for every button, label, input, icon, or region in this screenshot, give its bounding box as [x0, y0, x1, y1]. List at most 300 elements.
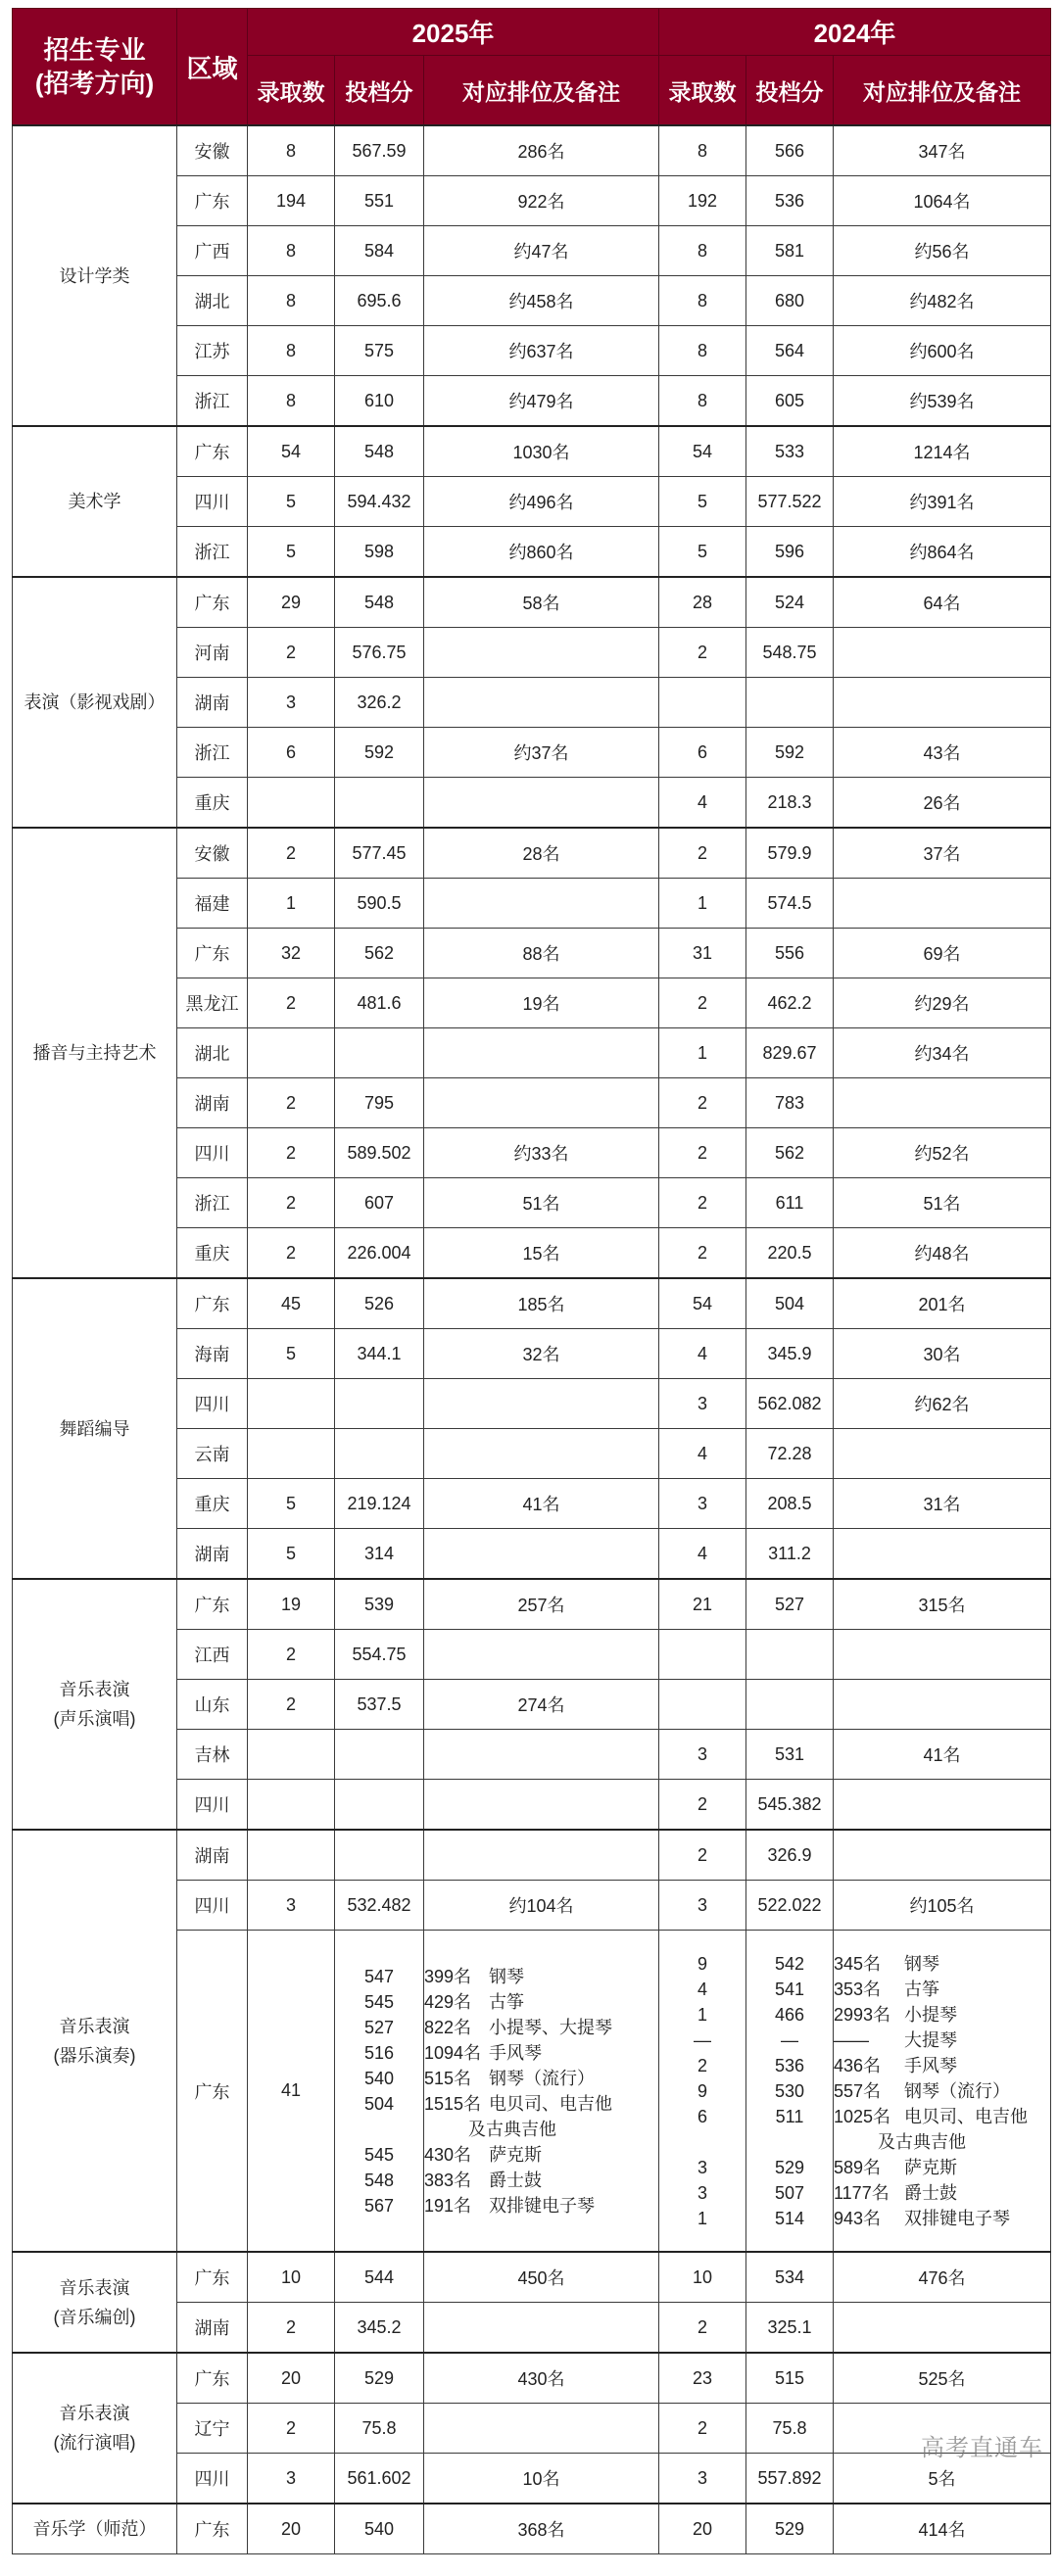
major-cell: [13, 125, 177, 426]
score-y2024: 562: [746, 1128, 834, 1178]
score-y2024: 529: [746, 2504, 834, 2554]
instrument-rank-line: [834, 2155, 1050, 2180]
score-y2024: 326.9: [746, 1830, 834, 1881]
rank-note-y2024: 约539名: [834, 376, 1051, 427]
score-y2024: 557.892: [746, 2454, 834, 2504]
score-y2025: 544: [335, 2252, 424, 2303]
instrument-name: 手风琴: [489, 2042, 542, 2063]
instrument-continued: 及古典吉他: [878, 2131, 966, 2152]
instrument-name: 小提琴、大提琴: [489, 2017, 612, 2037]
instrument-rank-line: [834, 2002, 1050, 2027]
score-y2025: [335, 1730, 424, 1780]
watermark: 高考直通车: [921, 2435, 1043, 2461]
instrument-rank-line: [424, 2142, 658, 2168]
region-cell: 海南: [177, 1329, 248, 1379]
rank-note-y2024: [834, 628, 1051, 678]
instrument-name: 钢琴: [904, 1953, 939, 1974]
instrument-rank-line: [424, 2066, 658, 2091]
region-cell: 广东: [177, 577, 248, 628]
count-y2024: 2: [659, 1830, 746, 1881]
rank-note-y2024: 约29名: [834, 978, 1051, 1028]
rank-note-y2025: 922名: [424, 176, 659, 226]
instrument-name: 萨克斯: [489, 2144, 542, 2165]
header-region: 区域: [177, 9, 248, 126]
instrument-name: 钢琴（流行）: [904, 2080, 1010, 2101]
region-cell: 四川: [177, 1128, 248, 1178]
region-cell: 辽宁: [177, 2404, 248, 2454]
count-y2025: [248, 1379, 335, 1429]
rank-note-y2025: [424, 1730, 659, 1780]
rank-note-y2024: 约391名: [834, 477, 1051, 527]
count-y2024: 1: [659, 879, 746, 929]
instrument-rank-line: [834, 2053, 1050, 2078]
score-y2024: 325.1: [746, 2303, 834, 2354]
instrument-count: 1: [697, 2208, 707, 2228]
count-y2025: 2: [248, 1680, 335, 1730]
rank-note-y2025: 约104名: [424, 1881, 659, 1931]
rank-note-y2024: [834, 1630, 1051, 1680]
count-y2025: 19: [248, 1579, 335, 1630]
score-y2025: 345.2: [335, 2303, 424, 2354]
instrument-score: 504: [363, 2093, 395, 2114]
score-y2024: 564: [746, 326, 834, 376]
instrument-rank: 2993名: [834, 2004, 891, 2025]
count-y2025: 5: [248, 1479, 335, 1529]
major-cell: [13, 2252, 177, 2353]
region-cell: 四川: [177, 2454, 248, 2504]
major-cell: [13, 577, 177, 828]
instrument-score: 542: [774, 1953, 805, 1974]
instrument-score: —: [781, 2029, 798, 2050]
instrument-rank-line: [834, 2078, 1050, 2104]
count-y2024: 6: [659, 728, 746, 778]
instrument-rank: 1515名: [424, 2093, 482, 2114]
instrument-rank-line: [424, 2193, 658, 2218]
instrument-rank: 353名: [834, 1979, 882, 1999]
rank-note-y2024: 约34名: [834, 1028, 1051, 1078]
count-y2024: 4: [659, 1429, 746, 1479]
rank-note-y2025: [424, 1931, 659, 2253]
rank-note-y2024: 69名: [834, 929, 1051, 978]
header-year-2024: 2024年: [659, 9, 1051, 56]
count-y2025: 2: [248, 2404, 335, 2454]
score-y2025: 561.602: [335, 2454, 424, 2504]
region-cell: 浙江: [177, 728, 248, 778]
header-major-label: 招生专业: [43, 35, 146, 65]
instrument-count: 3: [697, 2157, 707, 2177]
region-cell: 四川: [177, 1881, 248, 1931]
count-y2025: [248, 1429, 335, 1479]
major-cell: [13, 2353, 177, 2504]
instrument-rank: 943名: [834, 2208, 882, 2228]
admission-score-table: [12, 8, 1051, 2554]
major-name: 音乐表演: [59, 2016, 130, 2036]
rank-note-y2024: 525名: [834, 2353, 1051, 2404]
header-year-2025: 2025年: [248, 9, 659, 56]
rank-note-y2024: [834, 1529, 1051, 1580]
score-y2025: [335, 1830, 424, 1881]
score-y2024: 579.9: [746, 828, 834, 879]
score-y2024: 783: [746, 1078, 834, 1128]
header-score-2025: 投档分: [335, 56, 424, 126]
rank-note-y2025: 286名: [424, 125, 659, 176]
rank-note-y2024: 201名: [834, 1278, 1051, 1329]
score-y2024: 534: [746, 2252, 834, 2303]
count-y2024: 3: [659, 1379, 746, 1429]
instrument-count: 2: [697, 2055, 707, 2075]
count-y2024: 2: [659, 1228, 746, 1279]
score-y2025: 548: [335, 577, 424, 628]
region-cell: 广东: [177, 1579, 248, 1630]
rank-note-y2025: 约479名: [424, 376, 659, 427]
count-y2025: [248, 1780, 335, 1831]
count-y2025: 2: [248, 1228, 335, 1279]
count-y2025: 2: [248, 1128, 335, 1178]
region-cell: 吉林: [177, 1730, 248, 1780]
score-y2025: 326.2: [335, 678, 424, 728]
major-direction: (流行演唱): [53, 2433, 136, 2453]
count-y2024: 2: [659, 978, 746, 1028]
score-y2024: 605: [746, 376, 834, 427]
instrument-count: 3: [697, 2182, 707, 2203]
rank-note-y2024: 64名: [834, 577, 1051, 628]
score-y2024: [746, 1630, 834, 1680]
rank-note-y2024: 43名: [834, 728, 1051, 778]
rank-note-y2025: 约47名: [424, 226, 659, 276]
count-y2025: 2: [248, 828, 335, 879]
score-y2024: 522.022: [746, 1881, 834, 1931]
instrument-name: 爵士鼓: [489, 2170, 542, 2190]
table-row: [13, 577, 1051, 628]
count-y2024: [659, 1931, 746, 2253]
count-y2025: 2: [248, 978, 335, 1028]
rank-note-y2025: [424, 678, 659, 728]
instrument-score: 536: [774, 2055, 805, 2075]
rank-note-y2025: 51名: [424, 1178, 659, 1228]
rank-note-y2024: 347名: [834, 125, 1051, 176]
count-y2024: 28: [659, 577, 746, 628]
score-y2024: 72.28: [746, 1429, 834, 1479]
score-y2025: 584: [335, 226, 424, 276]
count-y2025: 41: [248, 1931, 335, 2253]
rank-note-y2024: 31名: [834, 1479, 1051, 1529]
instrument-rank: 822名: [424, 2017, 472, 2037]
count-y2025: 10: [248, 2252, 335, 2303]
count-y2025: [248, 778, 335, 829]
instrument-score: 511: [775, 2106, 804, 2126]
count-y2024: 2: [659, 2303, 746, 2354]
score-y2024: 611: [746, 1178, 834, 1228]
region-cell: 安徽: [177, 828, 248, 879]
region-cell: 河南: [177, 628, 248, 678]
instrument-name: 电贝司、电吉他: [489, 2093, 612, 2114]
rank-note-y2024: 37名: [834, 828, 1051, 879]
count-y2025: 54: [248, 426, 335, 477]
region-cell: 江西: [177, 1630, 248, 1680]
region-cell: 湖南: [177, 2303, 248, 2354]
count-y2024: 8: [659, 276, 746, 326]
score-y2024: 220.5: [746, 1228, 834, 1279]
rank-note-y2025: 19名: [424, 978, 659, 1028]
rank-note-y2025: 28名: [424, 828, 659, 879]
rank-note-y2024: 414名: [834, 2504, 1051, 2554]
count-y2025: 2: [248, 1630, 335, 1680]
score-y2024: 515: [746, 2353, 834, 2404]
rank-note-y2025: 257名: [424, 1579, 659, 1630]
score-y2025: 532.482: [335, 1881, 424, 1931]
rank-note-y2025: 430名: [424, 2353, 659, 2404]
instrument-count: —: [694, 2029, 711, 2050]
instrument-rank: ——: [834, 2029, 869, 2050]
rank-note-y2025: 450名: [424, 2252, 659, 2303]
header-score-2024: 投档分: [746, 56, 834, 126]
score-y2024: 829.67: [746, 1028, 834, 1078]
major-direction: (器乐演奏): [53, 2045, 136, 2066]
score-y2025: [335, 1931, 424, 2253]
rank-note-y2025: [424, 1529, 659, 1580]
rank-note-y2025: 274名: [424, 1680, 659, 1730]
region-cell: 广东: [177, 1278, 248, 1329]
region-cell: 广东: [177, 1931, 248, 2253]
count-y2024: 2: [659, 1078, 746, 1128]
instrument-name: 大提琴: [904, 2029, 957, 2050]
major-direction: (声乐演唱): [53, 1709, 136, 1729]
instrument-score: 541: [774, 1979, 805, 1999]
count-y2024: 20: [659, 2504, 746, 2554]
count-y2024: 5: [659, 527, 746, 578]
instrument-name: 小提琴: [904, 2004, 957, 2025]
instrument-rank: 589名: [834, 2157, 882, 2177]
region-cell: 福建: [177, 879, 248, 929]
count-y2024: 4: [659, 1529, 746, 1580]
count-y2024: 1: [659, 1028, 746, 1078]
score-y2024: 345.9: [746, 1329, 834, 1379]
region-cell: 广东: [177, 2504, 248, 2554]
rank-note-y2024: 约48名: [834, 1228, 1051, 1279]
instrument-rank: 429名: [424, 1991, 472, 2012]
count-y2024: 3: [659, 1479, 746, 1529]
count-y2025: 3: [248, 1881, 335, 1931]
rank-note-y2025: 约458名: [424, 276, 659, 326]
instrument-rank: 1177名: [834, 2182, 890, 2203]
score-y2024: 504: [746, 1278, 834, 1329]
major-cell: [13, 426, 177, 577]
count-y2024: 2: [659, 2404, 746, 2454]
count-y2025: 3: [248, 678, 335, 728]
rank-note-y2024: 315名: [834, 1579, 1051, 1630]
score-y2024: 462.2: [746, 978, 834, 1028]
rank-note-y2024: 约600名: [834, 326, 1051, 376]
major-name: 音乐表演: [59, 2277, 130, 2298]
rank-note-y2025: 10名: [424, 2454, 659, 2504]
region-cell: 浙江: [177, 376, 248, 427]
instrument-rank-line: [834, 2027, 1050, 2053]
instrument-rank-line: [424, 2015, 658, 2040]
rank-note-y2024: 41名: [834, 1730, 1051, 1780]
count-y2025: 8: [248, 226, 335, 276]
count-y2025: 2: [248, 1078, 335, 1128]
count-y2025: 8: [248, 276, 335, 326]
score-y2025: 540: [335, 2504, 424, 2554]
score-y2024: 574.5: [746, 879, 834, 929]
score-y2025: 598: [335, 527, 424, 578]
score-y2025: 314: [335, 1529, 424, 1580]
instrument-rank-line: [834, 1977, 1050, 2002]
count-y2025: 8: [248, 326, 335, 376]
instrument-score: 547: [363, 1966, 395, 1986]
instrument-score: 540: [363, 2068, 395, 2088]
count-y2025: 2: [248, 1178, 335, 1228]
instrument-rank: 515名: [424, 2068, 472, 2088]
rank-note-y2025: 约37名: [424, 728, 659, 778]
region-cell: 重庆: [177, 1479, 248, 1529]
rank-note-y2024: 1214名: [834, 426, 1051, 477]
score-y2025: 75.8: [335, 2404, 424, 2454]
instrument-score: 527: [363, 2017, 395, 2037]
region-cell: 湖北: [177, 276, 248, 326]
score-y2025: [335, 778, 424, 829]
score-y2024: 75.8: [746, 2404, 834, 2454]
count-y2025: 8: [248, 376, 335, 427]
rank-note-y2025: 32名: [424, 1329, 659, 1379]
count-y2024: 3: [659, 2454, 746, 2504]
region-cell: 四川: [177, 1780, 248, 1831]
rank-note-y2025: [424, 1379, 659, 1429]
region-cell: 山东: [177, 1680, 248, 1730]
region-cell: 湖南: [177, 1078, 248, 1128]
region-cell: 重庆: [177, 1228, 248, 1279]
score-y2025: 594.432: [335, 477, 424, 527]
score-y2025: 539: [335, 1579, 424, 1630]
rank-note-y2025: [424, 1780, 659, 1831]
region-cell: 广东: [177, 929, 248, 978]
rank-note-y2025: 15名: [424, 1228, 659, 1279]
count-y2024: 3: [659, 1881, 746, 1931]
score-y2024: 208.5: [746, 1479, 834, 1529]
count-y2024: 21: [659, 1579, 746, 1630]
score-y2024: 556: [746, 929, 834, 978]
score-y2024: 548.75: [746, 628, 834, 678]
instrument-count: 9: [697, 1953, 707, 1974]
count-y2025: 20: [248, 2353, 335, 2404]
rank-note-y2025: 41名: [424, 1479, 659, 1529]
instrument-score: 514: [774, 2208, 805, 2228]
score-y2025: 529: [335, 2353, 424, 2404]
instrument-count: 9: [697, 2080, 707, 2101]
count-y2025: 5: [248, 1529, 335, 1580]
score-y2024: 218.3: [746, 778, 834, 829]
score-y2025: 551: [335, 176, 424, 226]
region-cell: 广东: [177, 2252, 248, 2303]
score-y2025: 548: [335, 426, 424, 477]
rank-note-y2025: [424, 628, 659, 678]
score-y2025: 526: [335, 1278, 424, 1329]
instrument-count: 4: [697, 1979, 707, 1999]
instrument-rank-line: [424, 2091, 658, 2117]
rank-note-y2025: 185名: [424, 1278, 659, 1329]
score-y2024: 581: [746, 226, 834, 276]
count-y2024: 54: [659, 426, 746, 477]
major-direction: (音乐编创): [53, 2307, 136, 2327]
count-y2024: 192: [659, 176, 746, 226]
instrument-rank-line: [424, 2040, 658, 2066]
count-y2024: 2: [659, 628, 746, 678]
instrument-score: 545: [363, 2144, 395, 2165]
score-y2024: 566: [746, 125, 834, 176]
region-cell: 浙江: [177, 527, 248, 578]
header-major-sub: (招考方向): [34, 69, 155, 98]
score-y2025: 610: [335, 376, 424, 427]
score-y2024: 562.082: [746, 1379, 834, 1429]
rank-note-y2025: 1030名: [424, 426, 659, 477]
region-cell: 四川: [177, 477, 248, 527]
count-y2025: [248, 1028, 335, 1078]
instrument-score: 567: [363, 2195, 395, 2216]
count-y2024: 10: [659, 2252, 746, 2303]
table-row: [13, 828, 1051, 879]
rank-note-y2024: [834, 1780, 1051, 1831]
major-name: 表演（影视戏剧）: [24, 692, 166, 712]
count-y2025: 29: [248, 577, 335, 628]
rank-note-y2024: [834, 1680, 1051, 1730]
score-y2025: 576.75: [335, 628, 424, 678]
count-y2025: 6: [248, 728, 335, 778]
count-y2025: 45: [248, 1278, 335, 1329]
major-name: 音乐学（师范）: [32, 2519, 157, 2539]
major-name: 舞蹈编导: [59, 1418, 130, 1439]
count-y2024: 23: [659, 2353, 746, 2404]
instrument-name: 古筝: [904, 1979, 939, 1999]
instrument-rank: 1025名: [834, 2106, 891, 2126]
table-row: [13, 426, 1051, 477]
rank-note-y2025: 约33名: [424, 1128, 659, 1178]
region-cell: 湖北: [177, 1028, 248, 1078]
score-y2025: 562: [335, 929, 424, 978]
score-y2024: 596: [746, 527, 834, 578]
major-name: 音乐表演: [59, 1680, 130, 1699]
instrument-name: 钢琴: [489, 1966, 524, 1986]
instrument-rank: 399名: [424, 1966, 472, 1986]
table-body: [13, 125, 1051, 2554]
instrument-rank-line: [424, 1989, 658, 2015]
instrument-continued: 及古典吉他: [468, 2119, 556, 2139]
region-cell: 广西: [177, 226, 248, 276]
rank-note-y2025: [424, 1630, 659, 1680]
count-y2025: 2: [248, 2303, 335, 2354]
rank-note-y2025: 约860名: [424, 527, 659, 578]
count-y2024: 2: [659, 1178, 746, 1228]
major-cell: [13, 1579, 177, 1830]
count-y2024: 2: [659, 1128, 746, 1178]
major-name: 设计学类: [59, 265, 130, 286]
instrument-rank: 191名: [424, 2195, 472, 2216]
rank-note-y2024: 约62名: [834, 1379, 1051, 1429]
instrument-rank: 383名: [424, 2170, 472, 2190]
rank-note-y2024: 26名: [834, 778, 1051, 829]
score-y2024: 680: [746, 276, 834, 326]
rank-note-y2024: [834, 1931, 1051, 2253]
instrument-name: 电贝司、电吉他: [904, 2106, 1028, 2126]
rank-note-y2024: 约52名: [834, 1128, 1051, 1178]
count-y2024: 2: [659, 828, 746, 879]
rank-note-y2024: [834, 678, 1051, 728]
count-y2024: 3: [659, 1730, 746, 1780]
count-y2024: 54: [659, 1278, 746, 1329]
table-row: [13, 125, 1051, 176]
rank-note-y2024: 5名: [834, 2454, 1051, 2504]
rank-note-y2025: [424, 879, 659, 929]
header-rank-2024: 对应排位及备注: [834, 56, 1051, 126]
